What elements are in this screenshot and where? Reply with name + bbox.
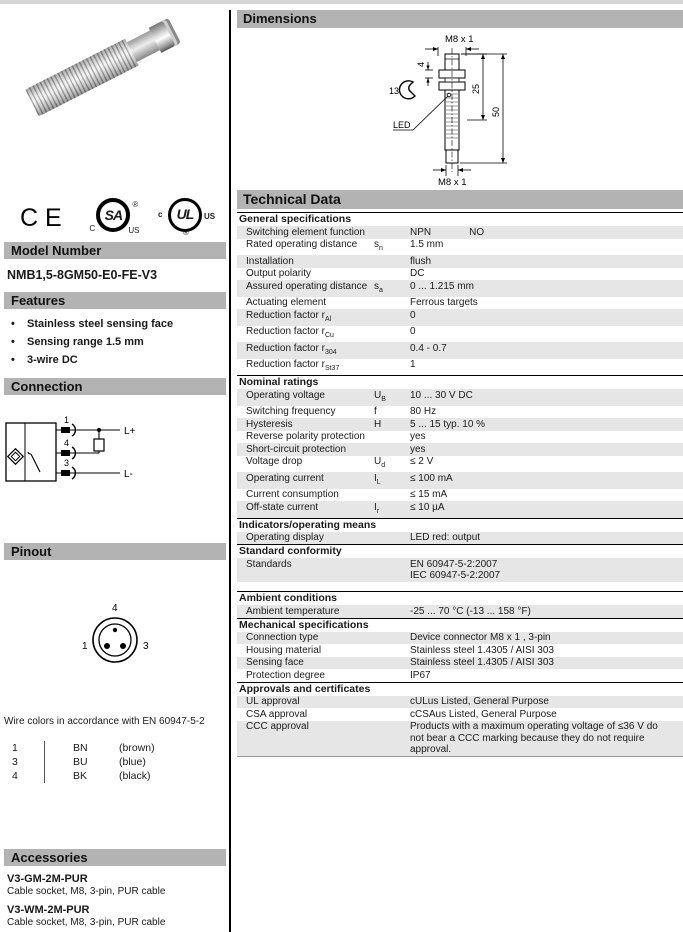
tech-row: Protection degree IP67 — [246, 669, 431, 681]
dimension-drawing-svg — [345, 32, 575, 188]
tech-row: Reduction factor $r_{304}$ 0.4 - 0.7 — [237, 342, 683, 359]
tech-row: Operating display LED red: output — [237, 532, 683, 545]
column-divider — [229, 10, 231, 932]
tech-row: Hysteresis H 5 ... 15 typ. 10 % — [237, 418, 683, 431]
tech-row: Rated operating distance $s_n$ 1.5 mm — [246, 239, 444, 252]
accessory-item: V3-WM-2M-PUR Cable socket, M8, 3-pin, PUR cable — [7, 904, 166, 928]
svg-text:3: 3 — [64, 458, 70, 468]
pinout-header: Pinout — [4, 543, 226, 560]
svg-text:L+: L+ — [124, 426, 136, 437]
tech-section-title: Nominal ratings — [237, 375, 683, 389]
tech-section-title: Ambient conditions — [237, 591, 683, 605]
feature-item: • Stainless steel sensing face — [7, 318, 226, 330]
tech-row: Actuating element Ferrous targets — [246, 297, 478, 308]
tech-row: Ambient temperature -25 ... 70 °C (-13 ... 158 °F) — [237, 605, 683, 618]
sensor-image — [25, 17, 181, 116]
svg-text:25: 25 — [471, 83, 481, 94]
accessory-item: V3-GM-2M-PUR Cable socket, M8, 3-pin, PUR cable — [7, 873, 166, 897]
wire-colors-table — [12, 741, 226, 783]
svg-text:3: 3 — [143, 641, 149, 652]
tech-row: Standards EN 60947-5-2:2007 IEC 60947-5-2:2007 — [237, 558, 683, 582]
svg-text:M8 x 1: M8 x 1 — [438, 177, 467, 188]
model-number-header: Model Number — [4, 242, 226, 259]
wire-color-row: 3 BU (blue) — [12, 756, 146, 768]
svg-text:M8 x 1: M8 x 1 — [445, 34, 474, 45]
wire-color-row: 4 BK (black) — [12, 770, 151, 782]
product-photo — [4, 10, 226, 188]
tech-row: Off-state current $I_r$ ≤ 10 µA — [237, 501, 683, 518]
tech-row: Switching frequency f 80 Hz — [246, 406, 437, 417]
tech-row: Short-circuit protection yes — [237, 443, 683, 456]
wire-color-row: 1 BN (brown) — [12, 742, 155, 754]
model-number-value: NMB1,5-8GM50-E0-FE-V3 — [7, 268, 158, 282]
svg-text:1: 1 — [82, 641, 88, 652]
svg-text:50: 50 — [491, 106, 501, 117]
tech-row: Reduction factor $r_{Cu}$ 0 — [246, 326, 416, 339]
sensor-threaded-body — [25, 39, 138, 117]
svg-text:LED: LED — [393, 120, 411, 130]
tech-row: Current consumption ≤ 15 mA — [246, 489, 448, 500]
feature-item: • Sensing range 1.5 mm — [7, 336, 226, 348]
tech-section-title: Approvals and certificates — [237, 682, 683, 696]
svg-text:13: 13 — [389, 86, 400, 96]
tech-row: Sensing face Stainless steel 1.4305 / AISI 303 — [237, 657, 683, 670]
right-column — [237, 10, 683, 757]
tech-row: Output polarity DC — [246, 268, 425, 279]
features-header: Features — [4, 292, 226, 309]
dimension-drawing — [237, 32, 683, 188]
tech-row: CCC approval Products with a maximum operating voltage of ≤36 V do not bear a CCC marking because they do not require approval. — [237, 721, 683, 757]
tech-row: CSA approval cCSAus Listed, General Purpose — [246, 708, 557, 720]
svg-text:1: 1 — [64, 415, 70, 425]
tech-row: Reduction factor $r_{St37}$ 1 — [246, 359, 416, 372]
tech-row: Operating current $I_L$ ≤ 100 mA — [237, 472, 683, 489]
accessories-header: Accessories — [4, 849, 226, 866]
dimensions-header: Dimensions — [237, 10, 683, 28]
svg-text:L-: L- — [124, 469, 133, 480]
ce-mark-icon: CE — [20, 203, 69, 232]
wire-colors-note: Wire colors in accordance with EN 60947-5-2 — [4, 716, 205, 727]
technical-data-header: Technical Data — [237, 190, 683, 209]
svg-text:4: 4 — [64, 438, 70, 448]
tech-row: Assured operating distance $s_a$ 0 ... 1.215 mm — [237, 280, 683, 297]
pinout-diagram — [65, 602, 165, 668]
tech-row: Reduction factor $r_{Al}$ 0 — [237, 309, 683, 326]
certification-logos — [4, 194, 226, 242]
page-top-band — [0, 0, 683, 4]
left-column — [4, 6, 226, 928]
tech-section-title: Mechanical specifications — [237, 618, 683, 632]
tech-row: Installation flush — [237, 255, 683, 268]
tech-row: Housing material Stainless steel 1.4305 / AISI 303 — [246, 644, 554, 656]
tech-row: Switching element function NPN NO — [237, 226, 683, 239]
tech-row: Reverse polarity protection yes — [246, 431, 426, 442]
tech-section-title: General specifications — [237, 212, 683, 226]
feature-item: • 3-wire DC — [7, 354, 226, 366]
feature-list — [7, 318, 226, 366]
tech-row: Operating voltage $U_B$ 10 ... 30 V DC — [237, 389, 683, 406]
csa-mark-icon: SA ® C US — [89, 200, 140, 235]
svg-text:4: 4 — [416, 61, 426, 67]
svg-text:4: 4 — [112, 603, 118, 614]
connection-header: Connection — [4, 378, 226, 395]
tech-row: UL approval cULus Listed, General Purpose — [237, 696, 683, 709]
tech-row: Voltage drop $U_d$ ≤ 2 V — [246, 456, 434, 469]
ul-mark-icon: UL c US ® — [158, 196, 212, 240]
technical-table — [237, 212, 683, 757]
connection-diagram — [4, 409, 204, 497]
tech-section-title: Standard conformity — [237, 544, 683, 558]
tech-row: Connection type Device connector M8 x 1 , 3-pin — [237, 632, 683, 645]
tech-section-title: Indicators/operating means — [237, 518, 683, 532]
